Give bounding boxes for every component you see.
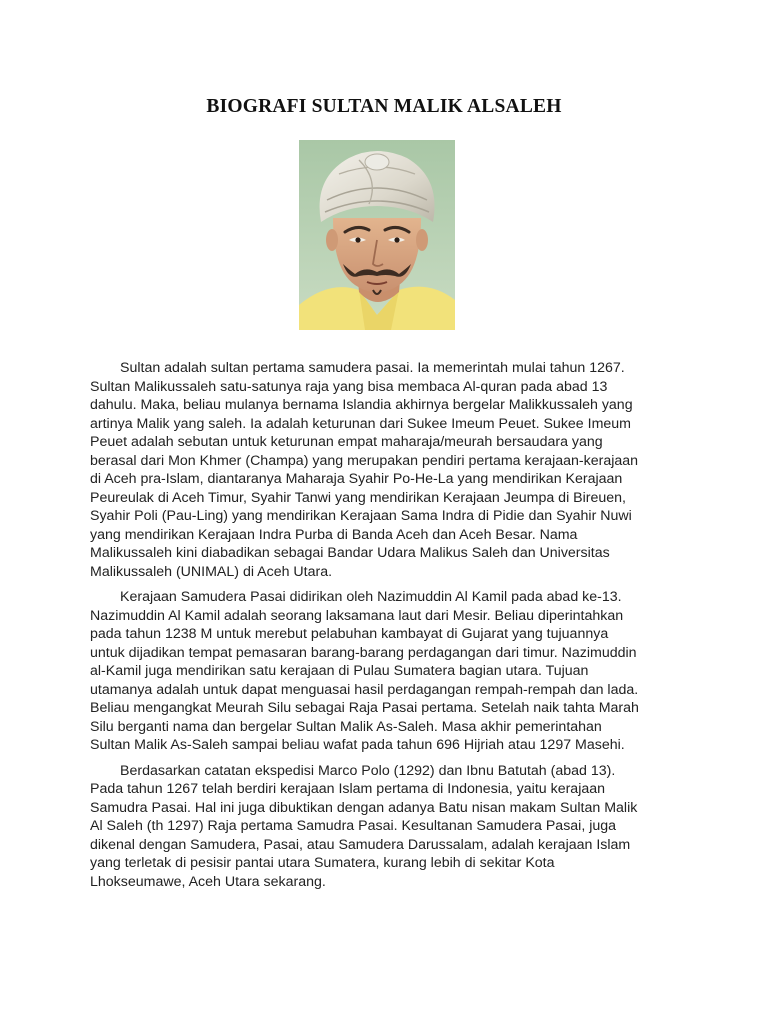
paragraph-2: Kerajaan Samudera Pasai didirikan oleh Nazimuddin Al Kamil pada abad ke-13. Nazimuddin Al Kamil adalah seorang laksamana laut dari Mesir. Beliau diperintahkan pada tahun 1238 M untuk merebut pelabuhan kambayat di Gujarat yang tujuannya untuk dijadikan tempat pemasaran barang-barang perdagangan dari timur. Nazimuddin al-Kamil juga mendirikan satu kerajaan di Pulau Sumatera bagian utara. Tujuan utamanya adalah untuk dapat menguasai hasil perdagangan rempah-rempah dan lada. Beliau mengangkat Meurah Silu sebagai Raja Pasai pertama. Setelah naik tahta Marah Silu berganti nama dan bergelar Sultan Malik As-Saleh. Masa akhir pemerintahan Sultan Malik As-Saleh sampai beliau wafat pada tahun 696 Hijriah atau 1297 Masehi.	[90, 589, 639, 753]
paragraph-1: Sultan adalah sultan pertama samudera pasai. Ia memerintah mulai tahun 1267. Sultan Malikussaleh satu-satunya raja yang bisa membaca Al-quran pada abad 13 dahulu. Maka, beliau mulanya bernama Islandia akhirnya bergelar Malikkussaleh yang artinya Malik yang saleh. Ia adalah keturunan dari Sukee Imeum Peuet. Sukee Imeum Peuet adalah sebutan untuk keturunan empat maharaja/meurah bersaudara yang berasal dari Mon Khmer (Champa) yang merupakan pendiri pertama kerajaan-kerajaan di Aceh pra-Islam, diantaranya Maharaja Syahir Po-He-La yang mendirikan Kerajaan Peureulak di Aceh Timur, Syahir Tanwi yang mendirikan Kerajaan Jeumpa di Bireuen, Syahir Poli (Pau-Ling) yang mendirikan Kerajaan Sama Indra di Pidie dan Syahir Nuwi yang mendirikan Kerajaan Indra Purba di Banda Aceh dan Aceh Besar. Nama Malikussaleh kini diabadikan sebagai Bandar Udara Malikus Saleh dan Universitas Malikussaleh (UNIMAL) di Aceh Utara.	[90, 360, 639, 580]
sultan-portrait-icon	[299, 140, 455, 330]
body-text	[90, 359, 676, 898]
paragraph-3: Berdasarkan catatan ekspedisi Marco Polo (1292) dan Ibnu Batutah (abad 13). Pada tahun 1267 telah berdiri kerajaan Islam pertama di Indonesia, yaitu kerajaan Samudra Pasai. Hal ini juga dibuktikan dengan adanya Batu nisan makam Sultan Malik Al Saleh (th 1297) Raja pertama Samudra Pasai. Kesultanan Samudera Pasai, juga dikenal dengan Samudera, Pasai, atau Samudera Darussalam, adalah kerajaan Islam yang terletak di pesisir pantai utara Sumatera, kurang lebih di sekitar Kota Lhokseumawe, Aceh Utara sekarang.	[90, 762, 638, 890]
document-title: BIOGRAFI SULTAN MALIK ALSALEH	[206, 96, 562, 117]
portrait-illustration	[299, 140, 455, 330]
